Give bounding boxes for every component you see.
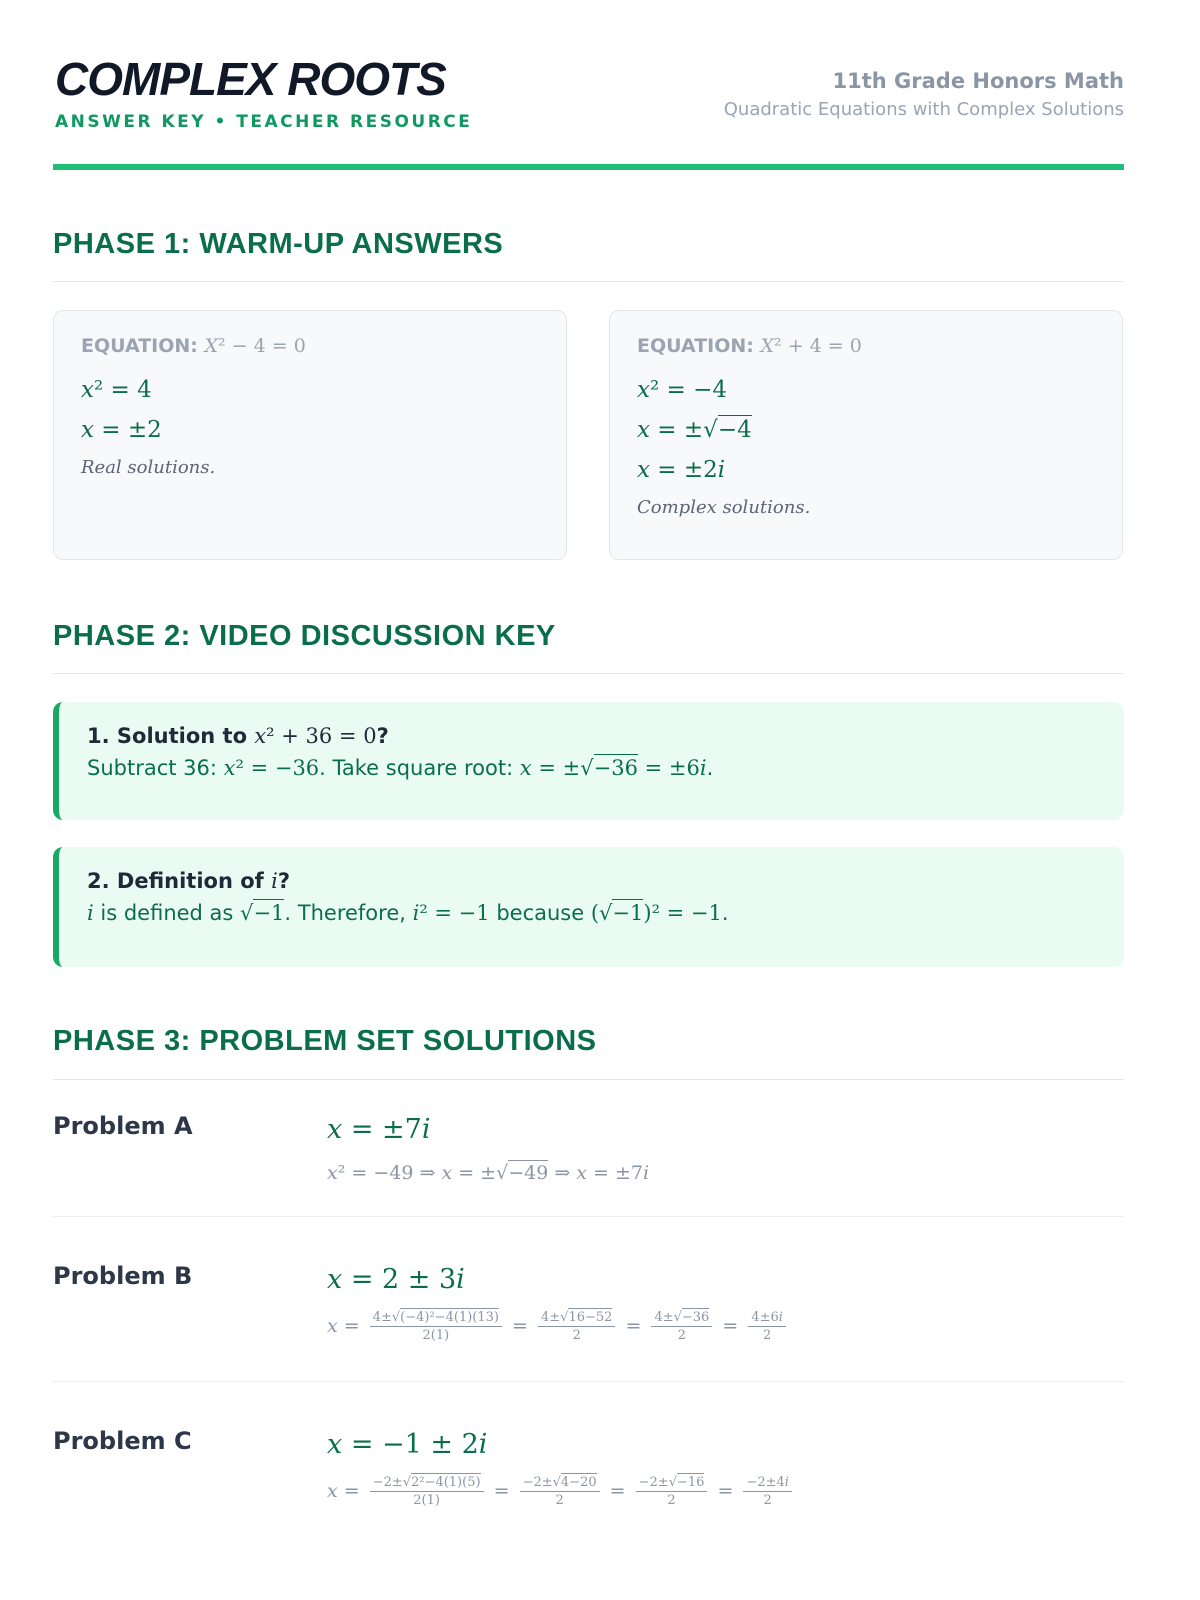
grade-label: 11th Grade Honors Math	[832, 69, 1124, 93]
warmup-card-2-step-2: x = ±√−4	[637, 417, 752, 443]
page-subtitle: ANSWER KEY • TEACHER RESOURCE	[55, 112, 473, 132]
problem-b-label: Problem B	[53, 1262, 193, 1290]
problem-c-label: Problem C	[53, 1427, 192, 1455]
warmup-card-2-step-1: x² = −4	[637, 377, 728, 403]
warmup-card-1-step-1: x² = 4	[81, 377, 152, 403]
problem-c-work: x = $\frac{\text{−2±√2²−4(1)(5)}}{2(1)}$ = $\frac{-2\pm√4-20}{2}$ = $\frac{-2\pm√-16}{2}$ = $\frac{-2\pm 4i}{2}$	[327, 1475, 796, 1508]
problem-b-work: x = $\frac{\text{4±√(−4)²−4(1)(13)}}{2(1)}$ = $\frac{4\pm√16-52}{2}$ = $\frac{4\pm√-36}{2}$ = $\frac{4\pm 6i}{2}$	[327, 1310, 790, 1343]
phase2-title: PHASE 2: VIDEO DISCUSSION KEY	[53, 620, 556, 652]
equation-label: EQUATION:	[637, 335, 754, 357]
discussion-question-2: 2. Definition of i?	[87, 869, 290, 893]
problem-b-answer: x = 2 ± 3i	[327, 1264, 465, 1295]
discussion-answer-1: Subtract 36: x² = −36. Take square root: x = ±√−36 = ±6i.	[87, 756, 714, 780]
discussion-question-1: 1. Solution to x² + 36 = 0?	[87, 724, 389, 748]
warmup-card-1-note: Real solutions.	[81, 457, 216, 478]
equation-label: EQUATION:	[81, 335, 198, 357]
warmup-card-2-equation: EQUATION: X² + 4 = 0	[637, 335, 862, 357]
discussion-item-1	[53, 702, 1124, 820]
page-title: COMPLEX ROOTS	[55, 53, 446, 105]
warmup-card-2	[609, 310, 1123, 560]
phase3-title: PHASE 3: PROBLEM SET SOLUTIONS	[53, 1025, 597, 1057]
topic-label: Quadratic Equations with Complex Solutions	[723, 99, 1124, 120]
problem-c-answer: x = −1 ± 2i	[327, 1429, 488, 1460]
problem-divider	[53, 1381, 1124, 1382]
phase3-divider	[53, 1079, 1124, 1080]
warmup-card-2-step-3: x = ±2i	[637, 457, 726, 483]
phase1-divider	[53, 281, 1124, 282]
warmup-card-1-step-2: x = ±2	[81, 417, 162, 443]
discussion-answer-2: i is defined as √−1. Therefore, i² = −1 because (√−1)² = −1.	[87, 901, 729, 925]
problem-divider	[53, 1216, 1124, 1217]
warmup-card-1-equation: EQUATION: X² − 4 = 0	[81, 335, 306, 357]
header-divider	[53, 164, 1124, 170]
discussion-item-2	[53, 847, 1124, 967]
problem-a-work: x² = −49 ⇒ x = ±√−49 ⇒ x = ±7i	[327, 1162, 650, 1184]
phase1-title: PHASE 1: WARM-UP ANSWERS	[53, 228, 504, 260]
problem-a-answer: x = ±7i	[327, 1114, 431, 1145]
warmup-card-2-note: Complex solutions.	[637, 497, 811, 518]
problem-a-label: Problem A	[53, 1112, 193, 1140]
warmup-card-1	[53, 310, 567, 560]
phase2-divider	[53, 673, 1124, 674]
